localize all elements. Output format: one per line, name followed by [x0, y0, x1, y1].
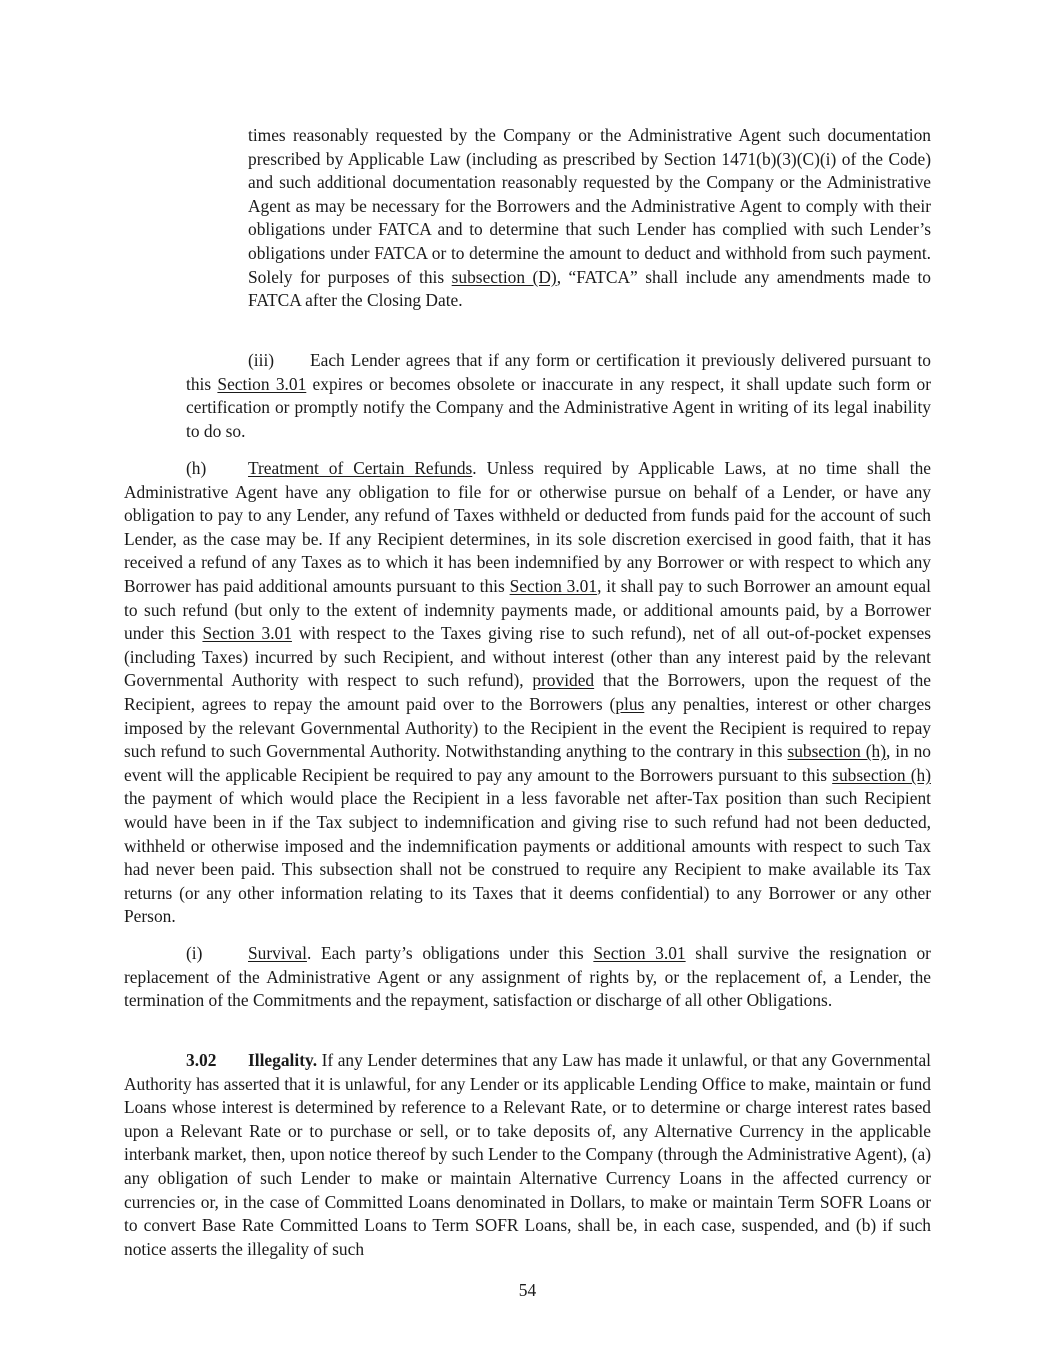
clause-label: (h) [186, 458, 207, 478]
paragraph-i-survival [124, 942, 931, 1013]
paragraph-text: , it shall pay to such Borrower an amount equal to such refund (but only to the extent of indemnity payments made, or additional amounts paid, by a Borrower under this [124, 575, 931, 644]
clause-label: (iii) [248, 350, 275, 370]
paragraph-text: , “FATCA” shall include any amendments made to FATCA after the Closing Date. [248, 266, 931, 311]
paragraph-text: shall survive the resignation or replacement of the Administrative Agent or any assignment of rights by, or the replacement of, a Lender, the termination of the Commitments and the repayment, satisfaction or discharge of all other Obligations. [124, 943, 931, 1011]
page-number: 54 [518, 1280, 537, 1300]
paragraph-iii [186, 349, 931, 443]
emphasis-term: provided [532, 670, 595, 691]
paragraph-text: that the Borrowers, upon the request of the Recipient, agrees to repay the amount paid over to the Borrowers ( [124, 670, 931, 714]
paragraph-text: times reasonably requested by the Company or the Administrative Agent such documentation prescribed by Applicable Law (including as prescribed by Section 1471(b)(3)(C)(i) of the Code) and such additional documentation reasonably requested by the Company or the Administrative Agent as may be necessary for the Borrowers and the Administrative Agent to comply with their obligations under FATCA and to determine that such Lender has complied with such Lender’s obligations under FATCA or to determine the amount to deduct and withhold from such payment. Solely for purposes of this [248, 125, 931, 287]
cross-reference-link: Section 3.01 [593, 943, 686, 963]
cross-reference-link: Section 3.01 [217, 373, 307, 394]
cross-reference-link: subsection (h) [832, 764, 931, 785]
paragraph-text: . Unless required by Applicable Laws, at no time shall the Administrative Agent have any obligation to file for or otherwise pursue on behalf of a Lender, or have any obligation to pay to any Lender, any refund of Taxes withheld or deducted from funds paid for the account of such Lender, as the case may be. If any Recipient determines, in its sole discretion exercised in good faith, that it has received a refund of any Taxes as to which it has been indemnified by any Borrower or with respect to which any Borrower has paid additional amounts pursuant to this [124, 458, 931, 596]
paragraph-text: . Each party’s obligations under this [306, 943, 594, 963]
cross-reference-link: Section 3.01 [509, 575, 598, 596]
clause-label: (i) [186, 943, 203, 963]
paragraph-text: the payment of which would place the Recipient in a less favorable net after-Tax position than such Recipient would have been in if the Tax subject to indemnification and giving rise to such refund had not been deducted, withheld or otherwise imposed and the indemnification payments or additional amounts with respect to such Tax had never been paid. This subsection shall not be construed to require any Recipient to make available its Tax returns (or any other information relating to its Taxes that it deems confidential) to any Borrower or any other Person. [124, 788, 931, 927]
paragraph-text: If any Lender determines that any Law has made it unlawful, or that any Governmental Authority has asserted that it is unlawful, for any Lender or its applicable Lending Office to make, maintain or fund Loans whose interest is determined by reference to a Relevant Rate, or to determine or charge interest rates based upon a Relevant Rate or to purchase or sell, or to take deposits of, any Alternative Currency in the applicable interbank market, then, upon notice thereof by such Lender to the Company (through the Administrative Agent), (a) any obligation of such Lender to make or maintain Alternative Currency Loans in the affected currency or currencies or, in the case of Committed Loans denominated in Dollars, to make or maintain Term SOFR Loans or to convert Base Rate Committed Loans to Term SOFR Loans, shall be, in each case, suspended, and (b) if such notice asserts the illegality of such [124, 1050, 931, 1259]
paragraph-h-refunds [124, 457, 931, 929]
paragraph-text: expires or becomes obsolete or inaccurate in any respect, it shall update such form or certification or promptly notify the Company and the Administrative Agent in writing of its legal inability to do so. [186, 373, 931, 441]
section-heading: Illegality. [248, 1050, 318, 1070]
clause-heading: Survival [248, 943, 307, 963]
section-number: 3.02 [186, 1050, 217, 1070]
emphasis-term: plus [615, 693, 645, 714]
paragraph-text: any penalties, interest or other charges imposed by the relevant Governmental Authority) to the Recipient in the event the Recipient is required to repay such refund to such Governmental Authority. Notwithstanding anything to the contrary in this [124, 693, 931, 762]
section-3-02-illegality [124, 1049, 931, 1261]
paragraph-fatca-documentation [248, 124, 931, 313]
clause-heading: Treatment of Certain Refunds [248, 458, 473, 478]
paragraph-text: Each Lender agrees that if any form or certification it previously delivered pursuant to this [186, 350, 931, 394]
paragraph-text: , in no event will the applicable Recipient be required to pay any amount to the Borrowers pursuant to this [124, 741, 931, 785]
cross-reference-link: Section 3.01 [202, 623, 292, 644]
cross-reference-link: subsection (h) [787, 741, 886, 762]
paragraph-text: with respect to the Taxes giving rise to such refund), net of all out-of-pocket expenses (including Taxes) incurred by such Recipient, and without interest (other than any interest paid by the relevant Governmental Authority with respect to such refund), [124, 623, 931, 691]
cross-reference-link: subsection (D) [451, 266, 557, 287]
